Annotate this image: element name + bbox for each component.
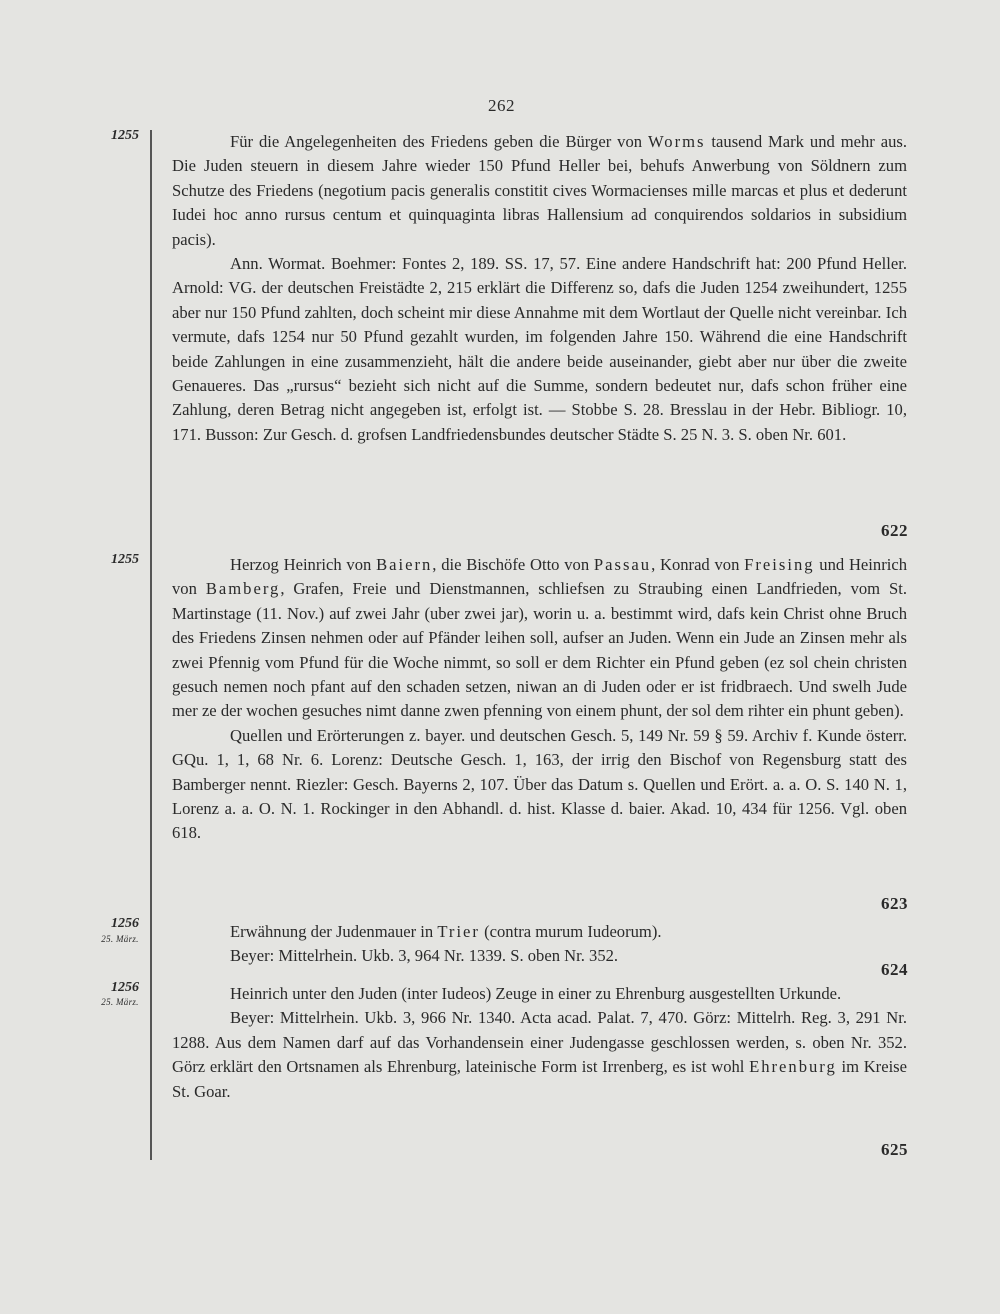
margin-year: 1255 bbox=[111, 128, 139, 143]
entry-text bbox=[172, 130, 907, 447]
entry-sources: Beyer: Mittelrhein. Ukb. 3, 966 Nr. 1340. Acta acad. Palat. 7, 470. Görz: Mittelrh. Reg. 3, 291 Nr. 1288. Aus dem Namen darf auf das Vorhandensein einer Judengasse geschlossen werden, s. oben Nr. 352. Görz erklärt den Ortsnamen als Ehrenburg, lateinische Form ist Irrenberg, es ist wohl Ehrenburg im Kreise St. Goar. bbox=[172, 1008, 908, 1101]
margin-rule bbox=[150, 130, 152, 1160]
margin-year: 1256 bbox=[111, 916, 139, 931]
entry-number: 625 bbox=[881, 1140, 908, 1159]
entry-text bbox=[172, 553, 907, 846]
entry-text bbox=[172, 982, 907, 1104]
entry-summary: Erwähnung der Judenmauer in Trier (contra murum Iudeorum). bbox=[230, 922, 662, 941]
entry-sources: Ann. Wormat. Boehmer: Fontes 2, 189. SS. 17, 57. Eine andere Handschrift hat: 200 Pfund Heller. Arnold: VG. der deutschen Freistädte 2, 215 erklärt die Differenz so, dafs die Juden 1254 zweihundert, 1255 aber nur 150 Pfund zahlten, doch scheint mir diese Annahme mit dem Wortlaut der Quelle nicht vereinbar. Ich vermute, dafs 1254 nur 50 Pfund gezahlt wurden, im folgenden Jahre 150. Während die eine Handschrift beide Zahlungen in eine zusammenzieht, hält die andere beide auseinander, giebt aber nur über die zweite Genaueres. Das „rursus“ bezieht sich nicht auf die Summe, sondern bedeutet nur, dafs schon früher eine Zahlung, deren Betrag nicht angegeben ist, erfolgt ist. — Stobbe S. 28. Bresslau in der Hebr. Bibliogr. 10, 171. Busson: Zur Gesch. d. grofsen Landfriedensbundes deutscher Städte S. 25 N. 3. S. oben Nr. 601. bbox=[172, 254, 907, 444]
entry-summary: Herzog Heinrich von Baiern, die Bischöfe Otto von Passau, Konrad von Freising und Heinrich von Bamberg, Grafen, Freie und Dienstmannen, schliefsen zu Straubing einen Landfrieden, vom St. Martinstage (11. Nov.) auf zwei Jahr (uber zwei jar), worin u. a. bestimmt wird, dafs kein Christ ohne Bruch des Friedens Zinsen nehmen oder auf Pfänder leihen soll, aufser an Juden. Wenn ein Jude an Zinsen mehr als zwei Pfennig vom Pfund für die Woche nimmt, so soll er dem Richter ein Pfund geben (ez sol chein christen gesuch nemen noch pfant auf den schaden setzen, niwan an di Juden oder er ist fridbraech. Und swelh Jude mer ze der wochen gesuches nimt danne zwen pfenning von einem phunt, der sol dem rihter ein phunt geben). bbox=[172, 555, 908, 721]
entry-number: 623 bbox=[881, 894, 908, 913]
entry-number: 622 bbox=[881, 521, 908, 540]
spaced-name: Ehrenburg bbox=[749, 1057, 837, 1077]
spaced-name: Baiern bbox=[376, 555, 433, 574]
entry-summary: Für die Angelegenheiten des Friedens geben die Bürger von Worms tausend Mark und mehr aus. Die Juden steuern in diesem Jahre wieder 150 Pfund Heller bei, behufs Anwerbung von Söldnern zum Schutze des Friedens (negotium pacis generalis constitit cives Wormacienses mille marcas et plus et dederunt Iudei hoc anno rursus centum et quinquaginta libras Hallensium ad conquirendos soldarios in subsidium pacis). bbox=[172, 132, 907, 249]
spaced-name: Bamberg bbox=[205, 579, 281, 599]
margin-year: 1256 bbox=[111, 980, 139, 995]
margin-year: 1255 bbox=[111, 552, 139, 567]
entry-text bbox=[172, 920, 907, 969]
margin-date: 25. März. bbox=[101, 997, 139, 1007]
spaced-name: Passau bbox=[593, 555, 652, 574]
entry-sources: Beyer: Mittelrhein. Ukb. 3, 964 Nr. 1339. S. oben Nr. 352. bbox=[230, 946, 619, 966]
spaced-name: Freising bbox=[744, 555, 815, 574]
spaced-name: Worms bbox=[647, 132, 706, 151]
page-number: 262 bbox=[488, 96, 515, 115]
spaced-name: Trier bbox=[437, 922, 480, 941]
entry-sources: Quellen und Erörterungen z. bayer. und deutschen Gesch. 5, 149 Nr. 59 § 59. Archiv f. Kunde österr. GQu. 1, 1, 68 Nr. 6. Lorenz: Deutsche Gesch. 1, 163, der irrig den Bischof von Regensburg statt des Bamberger nennt. Riezler: Gesch. Bayerns 2, 107. Über das Datum s. Quellen und Erört. a. a. O. S. 140 N. 1, Lorenz a. a. O. N. 1. Rockinger in den Abhandl. d. hist. Klasse d. baier. Akad. 10, 434 für 1256. Vgl. oben 618. bbox=[172, 725, 907, 843]
entry-number: 624 bbox=[881, 960, 908, 979]
margin-date: 25. März. bbox=[101, 934, 139, 944]
entry-summary: Heinrich unter den Juden (inter Iudeos) Zeuge in einer zu Ehrenburg ausgestellten Urkunde. bbox=[230, 984, 842, 1003]
